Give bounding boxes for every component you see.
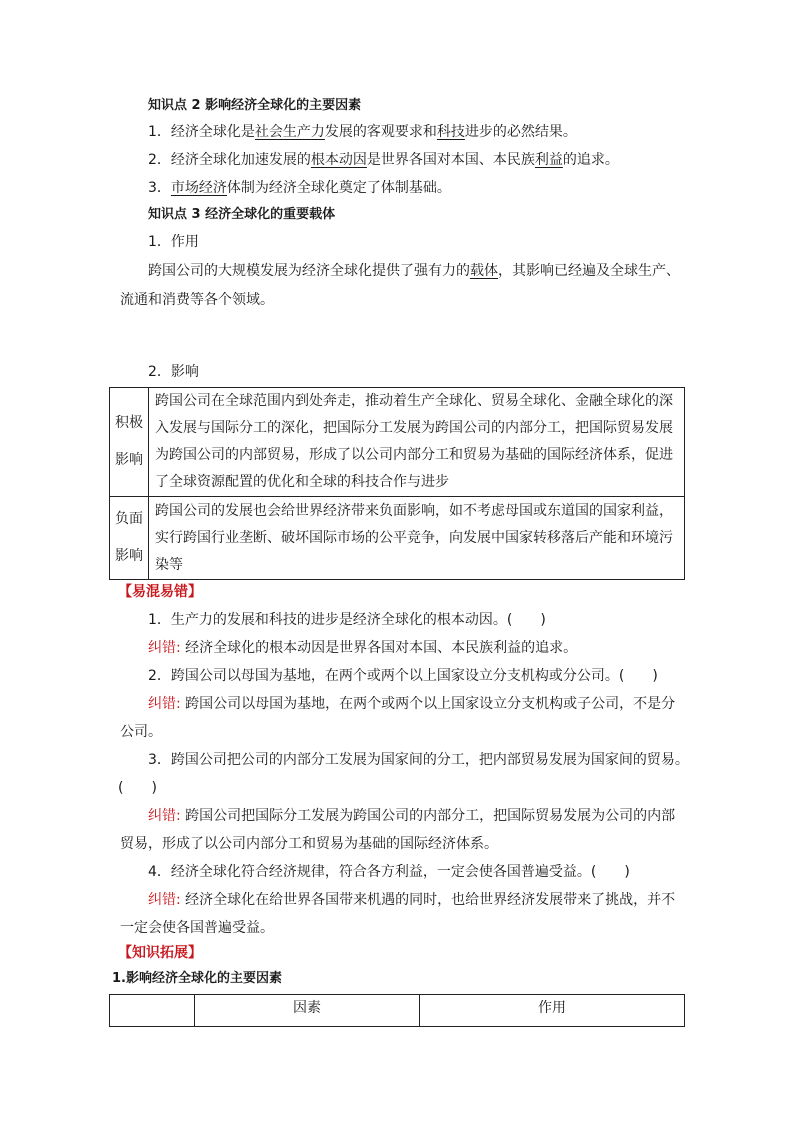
underlined-term: 社会生产力 xyxy=(254,124,325,140)
fix-label: 纠错: xyxy=(148,808,181,824)
factors-empty-cell xyxy=(110,995,195,1027)
answer-4-line2: 一定会使各国普遍受益。 xyxy=(120,920,274,936)
text: 发展的客观要求和 xyxy=(324,124,437,140)
question-2: 2．跨国公司以母国为基地，在两个或两个以上国家设立分支机构或分公司。( ) xyxy=(148,668,658,684)
extension-title: 1.影响经济全球化的主要因素 xyxy=(112,971,282,986)
question-1: 1．生产力的发展和科技的进步是经济全球化的根本动因。( ) xyxy=(148,612,546,628)
text: 2．经济全球化加速发展的 xyxy=(148,152,311,168)
answer-2-line2: 公司。 xyxy=(120,724,162,740)
text: 跨国公司的大规模发展为经济全球化提供了强有力的 xyxy=(148,263,470,279)
content-line: 实行跨国行业垄断、破坏国际市场的公平竞争，向发展中国家转移落后产能和环境污 xyxy=(155,529,673,546)
positive-content xyxy=(149,388,685,497)
extension-header: 【知识拓展】 xyxy=(118,945,202,961)
text: 3． xyxy=(148,180,171,196)
section3-para1-line2: 流通和消费等各个领域。 xyxy=(120,292,274,308)
label-line: 负面 xyxy=(115,511,143,527)
content-line: 入发展与国际分工的深化，把国际分工发展为跨国公司的内部分工，把国际贸易发展 xyxy=(155,420,673,436)
factors-header-row xyxy=(110,995,685,1027)
content-line: 染等 xyxy=(155,556,183,573)
underlined-term: 载体 xyxy=(470,263,498,279)
section2-item-2 xyxy=(148,150,619,170)
text: 体制为经济全球化奠定了体制基础。 xyxy=(226,180,451,196)
answer-3-line2: 贸易，形成了以公司内部分工和贸易为基础的国际经济体系。 xyxy=(120,836,498,852)
section2-title: 知识点 2 影响经济全球化的主要因素 xyxy=(148,98,362,113)
section2-item-1 xyxy=(148,122,577,142)
text: 跨国公司把国际分工发展为跨国公司的内部分工，把国际贸易发展为公司的内部 xyxy=(180,808,676,824)
text: 的追求。 xyxy=(562,152,619,168)
factors-col-factor: 因素 xyxy=(195,995,420,1027)
content-line: 跨国公司在全球范围内到处奔走，推动着生产全球化、贸易全球化、金融全球化的深 xyxy=(155,393,673,409)
label-line: 影响 xyxy=(115,548,143,564)
question-3-line1: 3．跨国公司把公司的内部分工发展为国家间的分工，把内部贸易发展为国家间的贸易。 xyxy=(148,752,689,768)
question-3-line2: ( ) xyxy=(118,780,157,796)
fix-label: 纠错: xyxy=(148,640,181,656)
label-line: 积极 xyxy=(115,415,143,431)
section3-para1-line1 xyxy=(148,261,680,281)
section3-sub1: 1．作用 xyxy=(148,234,199,250)
underlined-term: 市场经济 xyxy=(170,180,227,196)
underlined-term: 利益 xyxy=(534,152,563,168)
factors-table xyxy=(109,994,685,1027)
fix-label: 纠错: xyxy=(148,696,181,712)
question-4: 4．经济全球化符合经济规律，符合各方利益，一定会使各国普遍受益。( ) xyxy=(148,864,630,880)
impact-row-negative xyxy=(110,497,685,580)
text: 经济全球化的根本动因是世界各国对本国、本民族利益的追求。 xyxy=(180,640,578,656)
text: 经济全球化在给世界各国带来机遇的同时，也给世界经济发展带来了挑战，并不 xyxy=(180,892,676,908)
text: 是世界各国对本国、本民族 xyxy=(366,152,535,168)
negative-label xyxy=(110,497,149,580)
content-line: 跨国公司的发展也会给世界经济带来负面影响，如不考虑母国或东道国的国家利益， xyxy=(155,502,673,519)
text: 进步的必然结果。 xyxy=(464,124,577,140)
underlined-term: 科技 xyxy=(436,124,465,140)
negative-content xyxy=(149,497,685,580)
text: 跨国公司以母国为基地，在两个或两个以上国家设立分支机构或子公司，不是分 xyxy=(180,696,676,712)
impact-table xyxy=(109,387,685,580)
answer-1 xyxy=(148,638,577,658)
underlined-term: 根本动因 xyxy=(310,152,367,168)
content-line: 了全球资源配置的优化和全球的科技合作与进步 xyxy=(155,474,449,490)
fix-label: 纠错: xyxy=(148,892,181,908)
content-line: 为跨国公司的内部贸易，形成了以公司内部分工和贸易为基础的国际经济体系，促进 xyxy=(155,447,673,463)
label-line: 影响 xyxy=(115,452,143,468)
confusion-header: 【易混易错】 xyxy=(118,584,202,600)
answer-3-line1 xyxy=(148,806,675,826)
positive-label xyxy=(110,388,149,497)
answer-4-line1 xyxy=(148,890,675,910)
text: 1．经济全球化是 xyxy=(148,124,255,140)
factors-col-effect: 作用 xyxy=(420,995,685,1027)
impact-row-positive xyxy=(110,388,685,497)
section3-title: 知识点 3 经济全球化的重要载体 xyxy=(148,207,336,222)
answer-2-line1 xyxy=(148,694,675,714)
text: ，其影响已经遍及全球生产、 xyxy=(498,263,680,279)
section3-sub2: 2．影响 xyxy=(148,364,199,380)
section2-item-3 xyxy=(148,178,451,198)
